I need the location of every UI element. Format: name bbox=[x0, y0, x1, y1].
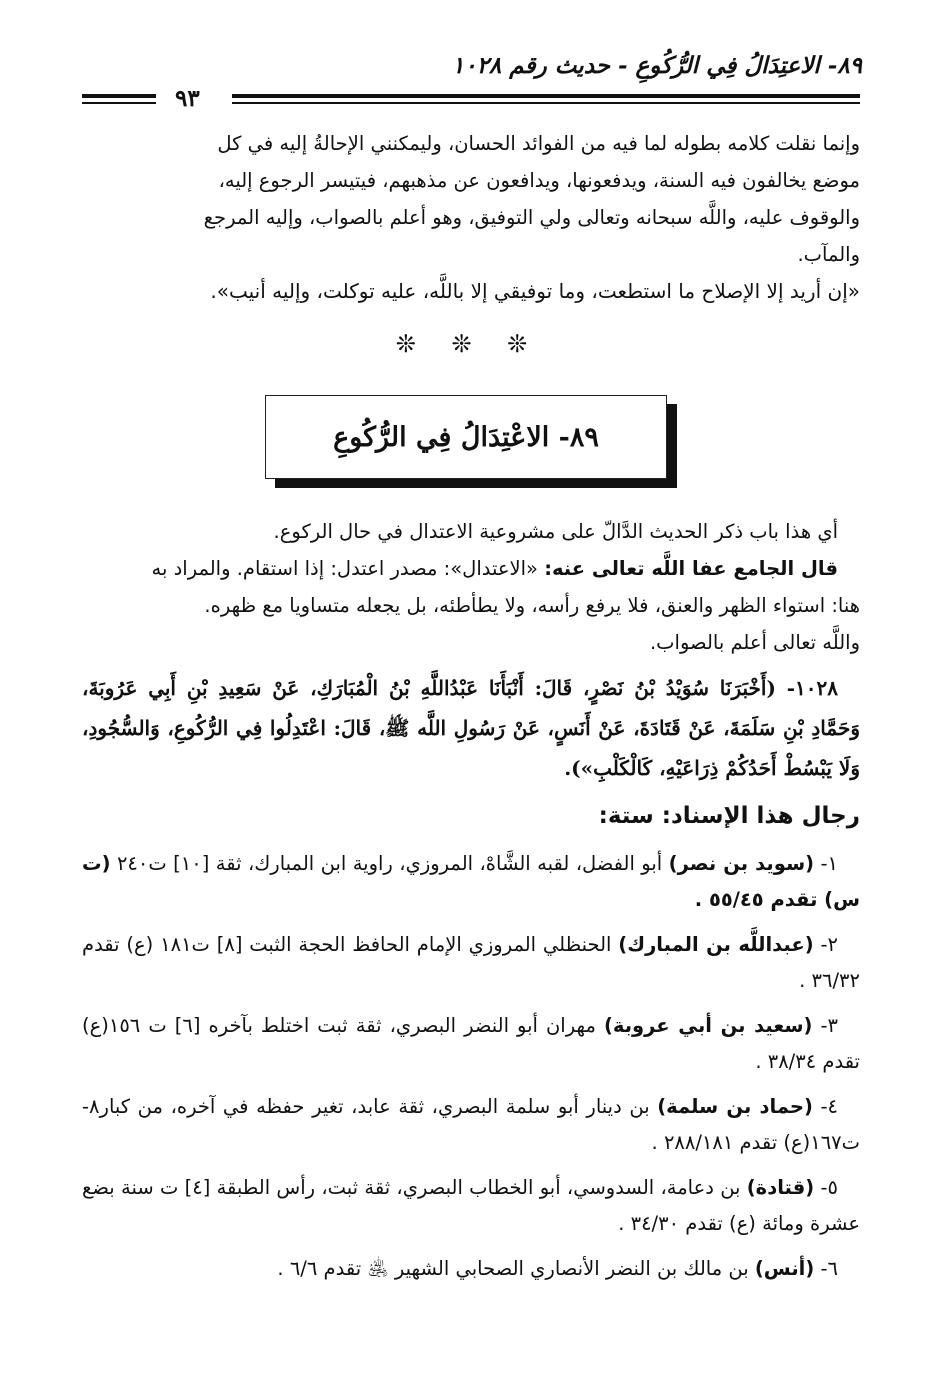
intro-line: وإنما نقلت كلامه بطوله لما فيه من الفوائد الحسان، وليمكنني الإحالةُ إليه في كل bbox=[217, 132, 860, 155]
intro-line: موضع يخالفون فيه السنة، ويدفعونها، ويدافعون عن مذهبهم، فيتيسر الرجوع إليه، bbox=[218, 169, 860, 192]
narrator-name: (حماد بن سلمة) bbox=[657, 1095, 813, 1118]
narrator-item bbox=[82, 1251, 860, 1287]
narrators-heading-block bbox=[82, 794, 860, 838]
header-rule-left bbox=[82, 94, 156, 104]
narrator-number: ٦- bbox=[814, 1257, 838, 1280]
narrator-number: ٢- bbox=[813, 933, 838, 956]
narrator-number: ٤- bbox=[812, 1095, 838, 1118]
narrator-item bbox=[82, 927, 860, 998]
header-rule-right bbox=[232, 94, 860, 104]
explanation-line: هنا: استواء الظهر والعنق، فلا يرفع رأسه، ولا يطأطئه، بل يجعله متساويا مع ظهره. bbox=[204, 594, 860, 617]
chapter-title: ٨٩- الاعْتِدَالُ فِي الرُّكُوعِ bbox=[333, 421, 599, 453]
page-number: ٩٣ bbox=[175, 85, 200, 112]
explanation-text: «الاعتدال»: مصدر اعتدل: إذا استقام. والمراد به bbox=[151, 557, 545, 580]
narrator-text: مهران أبو النضر البصري، ثقة ثبت اختلط بآخره [٦] ت ١٥٦(ع) تقدم ٣٨/٣٤ . bbox=[82, 1014, 860, 1073]
narrator-name: (عبداللَّه بن المبارك) bbox=[618, 933, 814, 956]
quran-quote: «إن أريد إلا الإصلاح ما استطعت، وما توفيقي إلا باللَّه، عليه توكلت، وإليه أنيب». bbox=[210, 279, 860, 303]
narrator-name: (أنس) bbox=[754, 1257, 815, 1280]
narrator-text: بن دعامة، السدوسي، أبو الخطاب البصري، ثقة ثبت، رأس الطبقة [٤] ت سنة بضع عشرة ومائة (ع) تقدم ٣٤/٣٠ . bbox=[82, 1176, 860, 1235]
narrator-item bbox=[82, 1170, 860, 1241]
author-remark-label: قال الجامع عفا اللَّه تعالى عنه: bbox=[544, 557, 838, 580]
narrator-text: أبو الفضل، لقبه الشَّاهْ، المروزي، راوية ابن المبارك، ثقة [١٠] ت٢٤٠ bbox=[110, 852, 669, 875]
chapter-title-box bbox=[265, 395, 667, 479]
narrator-item bbox=[82, 846, 860, 917]
narrator-number: ٥- bbox=[814, 1176, 838, 1199]
section-separator: ❊ ❊ ❊ bbox=[395, 330, 542, 358]
explanation-paragraph bbox=[82, 513, 860, 661]
intro-line: والمآب. bbox=[797, 243, 860, 266]
narrator-text: بن دينار أبو سلمة البصري، ثقة عابد، تغير حفظه في آخره، من كبار٨- ت١٦٧(ع) تقدم ٢٨٨/١٨١ . bbox=[82, 1095, 860, 1154]
narrator-name: (سعيد بن أبي عروبة) bbox=[603, 1014, 813, 1037]
intro-line: والوقوف عليه، واللَّه سبحانه وتعالى ولي التوفيق، وهو أعلم بالصواب، وإليه المرجع bbox=[203, 206, 860, 229]
narrator-name: (سويد بن نصر) bbox=[668, 852, 815, 875]
hadith-block bbox=[82, 668, 860, 788]
explanation-line bbox=[82, 550, 860, 587]
narrator-number: ٣- bbox=[812, 1014, 838, 1037]
narrators-heading: رجال هذا الإسناد: ستة: bbox=[598, 803, 860, 829]
explanation-line: واللَّه تعالى أعلم بالصواب. bbox=[649, 631, 860, 654]
intro-paragraph bbox=[82, 125, 860, 310]
running-title: ٨٩- الاعتِدَالُ فِي الرُّكُوعِ - حديث رقم ١٠٢٨ bbox=[451, 52, 862, 79]
narrator-ref: (ت س) تقدم ٥٥/٤٥ . bbox=[82, 852, 860, 911]
narrators-list bbox=[82, 846, 860, 1287]
hadith-text: ١٠٢٨- (أَخْبَرَنَا سُوَيْدُ بْنُ نَصْرٍ، قَالَ: أَنْبَأَنَا عَبْدُاللَّهِ بْنُ الْمُبَارَكِ، عَنْ سَعِيدِ بْنِ أَبِي عَرُوبَةَ، وَحَمَّادِ بْنِ سَلَمَةَ، عَنْ قَتَادَةَ، عَنْ أَنَسٍ، عَنْ رَسُولِ اللَّه ﷺ، قَالَ: اعْتَدِلُوا فِي الرُّكُوعِ، وَالسُّجُودِ، وَلَا يَبْسُطْ أَحَدُكُمْ ذِرَاعَيْهِ، كَالْكَلْبِ»). bbox=[82, 676, 860, 780]
narrator-name: (قتادة) bbox=[746, 1176, 815, 1199]
narrator-item bbox=[82, 1008, 860, 1079]
narrator-item bbox=[82, 1089, 860, 1160]
narrator-text: الحنظلي المروزي الإمام الحافظ الحجة الثبت [٨] ت١٨١ (ع) تقدم ٣٦/٣٢ . bbox=[82, 933, 860, 992]
explanation-line: أي هذا باب ذكر الحديث الدَّالّ على مشروعية الاعتدال في حال الركوع. bbox=[273, 520, 838, 543]
narrator-number: ١- bbox=[814, 852, 838, 875]
narrator-text: بن مالك بن النضر الأنصاري الصحابي الشهير ﵁ تقدم ٦/٦ . bbox=[277, 1257, 755, 1280]
